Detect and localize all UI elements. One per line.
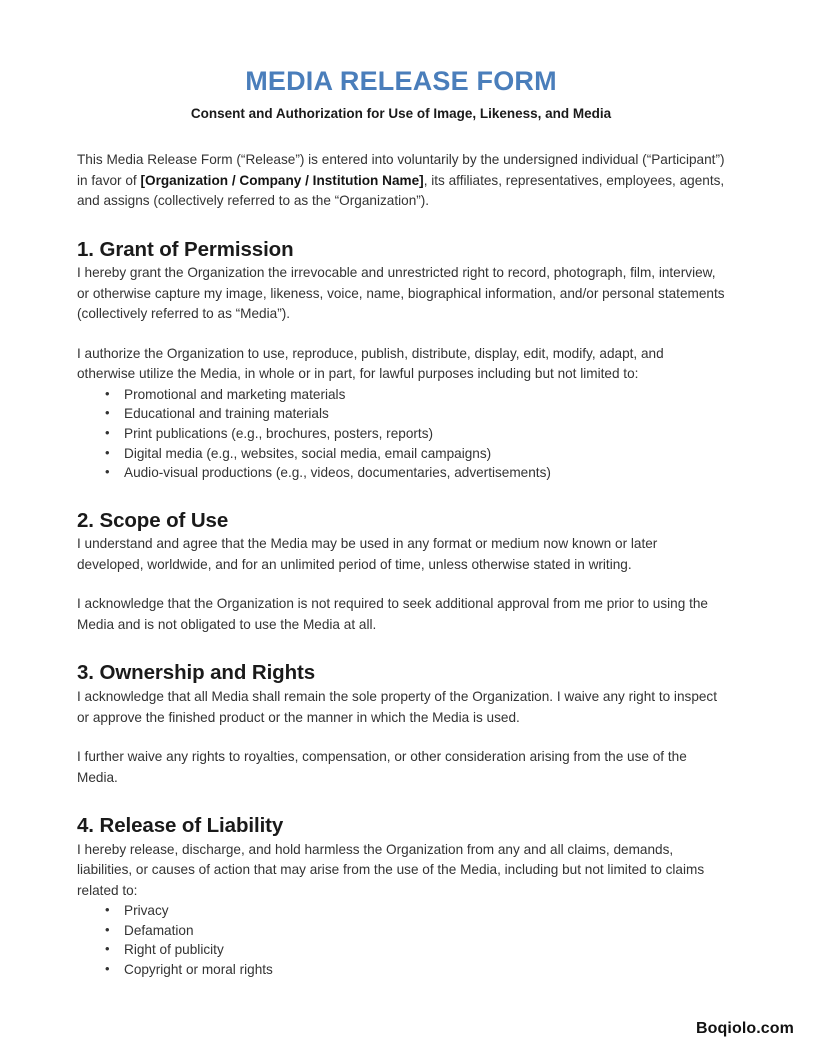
section-1-bullet-list xyxy=(77,385,725,483)
section-4-paragraph-1: I hereby release, discharge, and hold harmless the Organization from any and all claims, demands, liabilities, or causes of action that may arise from the use of the Media, including but not limited to claims related to: xyxy=(77,841,705,898)
list-item: • Right of publicity xyxy=(77,940,725,960)
section-heading-ownership-and-rights: 3. Ownership and Rights xyxy=(77,661,316,685)
section-2-paragraph-1: I understand and agree that the Media may be used in any format or medium now known or later developed, worldwide, and for an unlimited period of time, unless otherwise stated in writing. xyxy=(77,536,658,572)
section-3-paragraph-2: I further waive any rights to royalties, compensation, or other consideration arising from the use of the Media. xyxy=(77,749,687,785)
list-item: • Educational and training materials xyxy=(77,404,725,424)
page-title: MEDIA RELEASE FORM xyxy=(245,66,557,96)
list-item: • Audio-visual productions (e.g., videos, documentaries, advertisements) xyxy=(77,463,725,483)
section-1-paragraph-1: I hereby grant the Organization the irrevocable and unrestricted right to record, photograph, film, interview, or otherwise capture my image, likeness, voice, name, biographical information, and/or personal statements (collectively referred to as “Media”). xyxy=(77,265,725,322)
section-2-paragraph-2: I acknowledge that the Organization is not required to seek additional approval from me prior to using the Media and is not obligated to use the Media at all. xyxy=(77,596,708,632)
list-item: • Privacy xyxy=(77,901,725,921)
intro-text-before-bold: This Media Release Form (“Release”) is entered into voluntarily by the undersigned individual (“Participant”) in favor of xyxy=(77,152,725,188)
section-heading-grant-of-permission: 1. Grant of Permission xyxy=(77,237,294,261)
list-item: • Digital media (e.g., websites, social media, email campaigns) xyxy=(77,444,725,464)
section-heading-release-of-liability: 4. Release of Liability xyxy=(77,814,284,838)
list-item: • Defamation xyxy=(77,921,725,941)
page-subtitle: Consent and Authorization for Use of Image, Likeness, and Media xyxy=(190,106,612,122)
section-heading-scope-of-use: 2. Scope of Use xyxy=(77,508,229,532)
section-3-paragraph-1: I acknowledge that all Media shall remain the sole property of the Organization. I waive any right to inspect or approve the finished product or the manner in which the Media is used. xyxy=(77,689,718,725)
section-4-bullet-list xyxy=(77,901,725,979)
footer-brand-watermark: Boqiolo.com xyxy=(696,1020,794,1037)
list-item: • Print publications (e.g., brochures, posters, reports) xyxy=(77,424,725,444)
document-content xyxy=(77,0,725,980)
list-item: • Promotional and marketing materials xyxy=(77,385,725,405)
intro-paragraph xyxy=(77,150,725,212)
list-item: • Copyright or moral rights xyxy=(77,960,725,980)
intro-text-after-bold: , its affiliates, representatives, employees, agents, and assigns (collectively referred to as the “Organization”). xyxy=(77,172,725,209)
section-1-paragraph-2: I authorize the Organization to use, reproduce, publish, distribute, display, edit, modify, adapt, and otherwise utilize the Media, in whole or in part, for lawful purposes including but not limited to: xyxy=(77,345,664,382)
organization-name-placeholder: [Organization / Company / Institution Name] xyxy=(140,172,424,188)
